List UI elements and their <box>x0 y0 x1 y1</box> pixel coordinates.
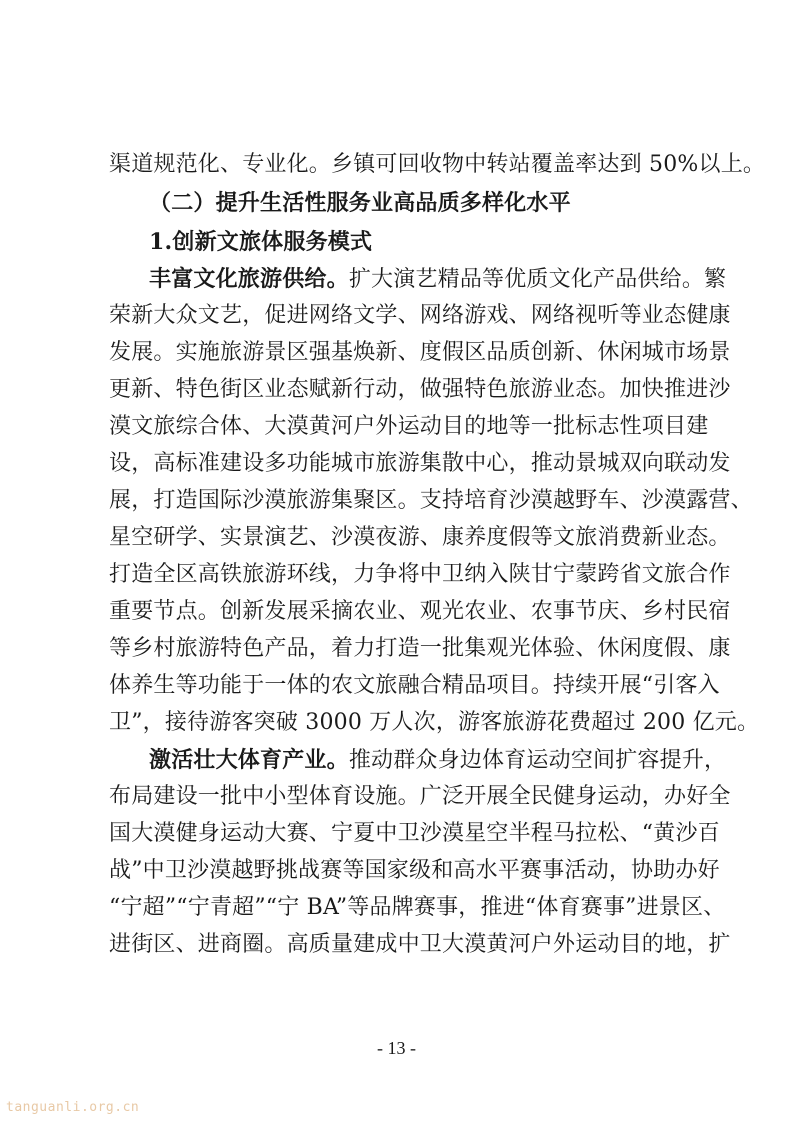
paragraph-line: “宁超”“宁青超”“宁 BA”等品牌赛事，推进“体育赛事”进景区、 <box>109 895 726 920</box>
paragraph-lead: 激活壮大体育产业。 <box>149 747 349 773</box>
paragraph-text: 扩大演艺精品等优质文化产品供给。繁 <box>348 267 727 292</box>
paragraph-line: 更新、特色街区业态赋新行动，做强特色旅游业态。加快推进沙 <box>109 377 731 402</box>
paragraph-line: 星空研学、实景演艺、沙漠夜游、康养度假等文旅消费新业态。 <box>109 525 731 550</box>
paragraph-line: 战”中卫沙漠越野挑战赛等国家级和高水平赛事活动，协助办好 <box>109 858 720 883</box>
paragraph-line: 漠文旅综合体、大漠黄河户外运动目的地等一批标志性项目建 <box>109 414 709 439</box>
paragraph-line: 渠道规范化、专业化。乡镇可回收物中转站覆盖率达到 50%以上。 <box>109 152 766 177</box>
paragraph-line: 荣新大众文艺，促进网络文学、网络游戏、网络视听等业态健康 <box>109 303 731 328</box>
paragraph-line: 重要节点。创新发展采摘农业、观光农业、农事节庆、乡村民宿 <box>109 599 731 624</box>
subsection-heading: 1.创新文旅体服务模式 <box>149 229 373 255</box>
page-number: - 13 - <box>377 1038 416 1058</box>
paragraph-line: 展，打造国际沙漠旅游集聚区。支持培育沙漠越野车、沙漠露营、 <box>109 488 753 513</box>
paragraph-line: 卫”，接待游客突破 3000 万人次，游客旅游花费超过 200 亿元。 <box>109 710 760 735</box>
paragraph-line: 设，高标准建设多功能城市旅游集散中心，推动景城双向联动发 <box>109 451 731 476</box>
paragraph-line: 体养生等功能于一体的农文旅融合精品项目。持续开展“引客入 <box>109 673 720 698</box>
paragraph-line: 打造全区高铁旅游环线，力争将中卫纳入陕甘宁蒙跨省文旅合作 <box>109 562 731 587</box>
paragraph-line: 发展。实施旅游景区强基焕新、度假区品质创新、休闲城市场景 <box>109 340 731 365</box>
paragraph-text: 推动群众身边体育运动空间扩容提升， <box>348 748 727 773</box>
paragraph-lead: 丰富文化旅游供给。 <box>149 266 349 292</box>
paragraph-line: 等乡村旅游特色产品，着力打造一批集观光体验、休闲度假、康 <box>109 636 731 661</box>
paragraph-line: 进街区、进商圈。高质量建成中卫大漠黄河户外运动目的地，扩 <box>109 932 731 957</box>
section-heading: （二）提升生活性服务业高品质多样化水平 <box>149 190 571 216</box>
paragraph-line: 国大漠健身运动大赛、宁夏中卫沙漠星空半程马拉松、“黄沙百 <box>109 821 720 846</box>
paragraph-line <box>149 745 727 775</box>
watermark: tanguanli.org.cn <box>6 1100 140 1115</box>
paragraph-line: 布局建设一批中小型体育设施。广泛开展全民健身运动，办好全 <box>109 784 731 809</box>
paragraph-line <box>149 264 727 294</box>
